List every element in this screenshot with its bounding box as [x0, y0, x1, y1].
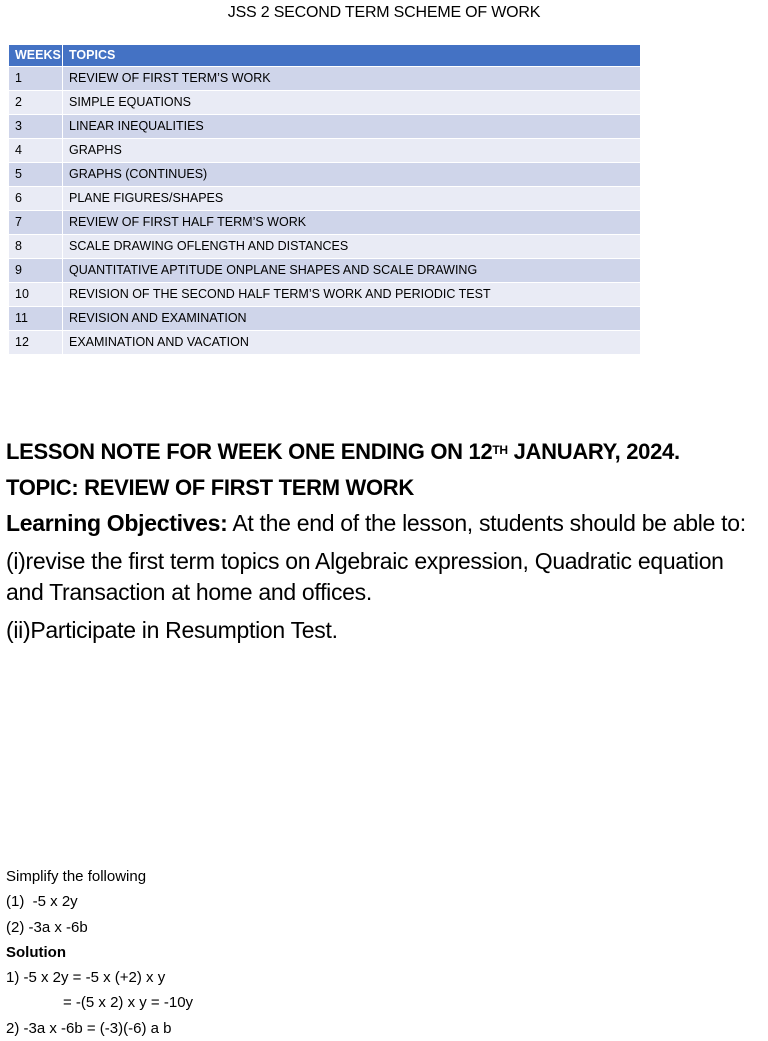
topic-cell: REVISION AND EXAMINATION	[63, 307, 640, 331]
topic-cell: GRAPHS (CONTINUES)	[63, 163, 640, 187]
week-cell: 6	[9, 187, 63, 211]
column-header-weeks: WEEKS	[9, 45, 63, 67]
table-row	[9, 211, 640, 235]
solution-2-line-1: 2) -3a x -6b = (-3)(-6) a b	[6, 1019, 172, 1037]
exercise-instruction: Simplify the following	[6, 868, 147, 885]
topic-cell: QUANTITATIVE APTITUDE ONPLANE SHAPES AND SCALE DRAWING	[63, 259, 640, 283]
heading-superscript: TH	[492, 443, 508, 457]
topic-cell: SCALE DRAWING OFLENGTH AND DISTANCES	[63, 235, 640, 259]
table-row	[9, 307, 640, 331]
topic-cell: REVIEW OF FIRST TERM’S WORK	[63, 67, 640, 91]
topic-cell: REVIEW OF FIRST HALF TERM’S WORK	[63, 211, 640, 235]
solution-1-line-2: = -(5 x 2) x y = -10y	[63, 994, 194, 1012]
table-row	[9, 115, 640, 139]
column-header-topics: TOPICS	[63, 45, 640, 67]
lesson-note-heading	[6, 434, 764, 470]
topic-cell: PLANE FIGURES/SHAPES	[63, 187, 640, 211]
table-row	[9, 187, 640, 211]
topic-cell: GRAPHS	[63, 139, 640, 163]
week-cell: 8	[9, 235, 63, 259]
week-cell: 11	[9, 307, 63, 331]
week-cell: 9	[9, 259, 63, 283]
week-cell: 5	[9, 163, 63, 187]
table-row	[9, 163, 640, 187]
table-row	[9, 331, 640, 355]
lesson-note	[6, 434, 764, 646]
topic-cell: EXAMINATION AND VACATION	[63, 331, 640, 355]
table-row	[9, 67, 640, 91]
week-cell: 1	[9, 67, 63, 91]
question-1: (1) -5 x 2y	[6, 893, 78, 911]
week-cell: 10	[9, 283, 63, 307]
lesson-topic: TOPIC: REVIEW OF FIRST TERM WORK	[6, 475, 414, 500]
week-cell: 4	[9, 139, 63, 163]
topic-cell: SIMPLE EQUATIONS	[63, 91, 640, 115]
heading-prefix: LESSON NOTE FOR WEEK ONE ENDING ON 12	[6, 439, 493, 464]
objectives-label: Learning Objectives:	[6, 510, 228, 536]
week-cell: 12	[9, 331, 63, 355]
topic-cell: REVISION OF THE SECOND HALF TERM’S WORK AND PERIODIC TEST	[63, 283, 640, 307]
scheme-of-work-table	[9, 45, 640, 355]
solution-1-line-1: 1) -5 x 2y = -5 x (+2) x y	[6, 969, 166, 987]
objective-item-1: (i)revise the first term topics on Algebraic expression, Quadratic equation and Transaction at home and offices.	[6, 548, 724, 605]
table-row	[9, 283, 640, 307]
document-title: JSS 2 SECOND TERM SCHEME OF WORK	[227, 4, 541, 21]
table-header-row	[9, 45, 640, 67]
objectives-text: At the end of the lesson, students should be able to:	[227, 510, 746, 536]
table-row	[9, 259, 640, 283]
table-row	[9, 91, 640, 115]
question-2: (2) -3a x -6b	[6, 918, 88, 936]
objective-item-2: (ii)Participate in Resumption Test.	[6, 617, 338, 643]
table-row	[9, 235, 640, 259]
exercise-section	[6, 864, 193, 1041]
week-cell: 3	[9, 115, 63, 139]
table-row	[9, 139, 640, 163]
week-cell: 2	[9, 91, 63, 115]
week-cell: 7	[9, 211, 63, 235]
heading-suffix: JANUARY, 2024.	[507, 439, 680, 464]
topic-cell: LINEAR INEQUALITIES	[63, 115, 640, 139]
learning-objectives	[6, 508, 764, 539]
solution-label: Solution	[6, 943, 66, 961]
